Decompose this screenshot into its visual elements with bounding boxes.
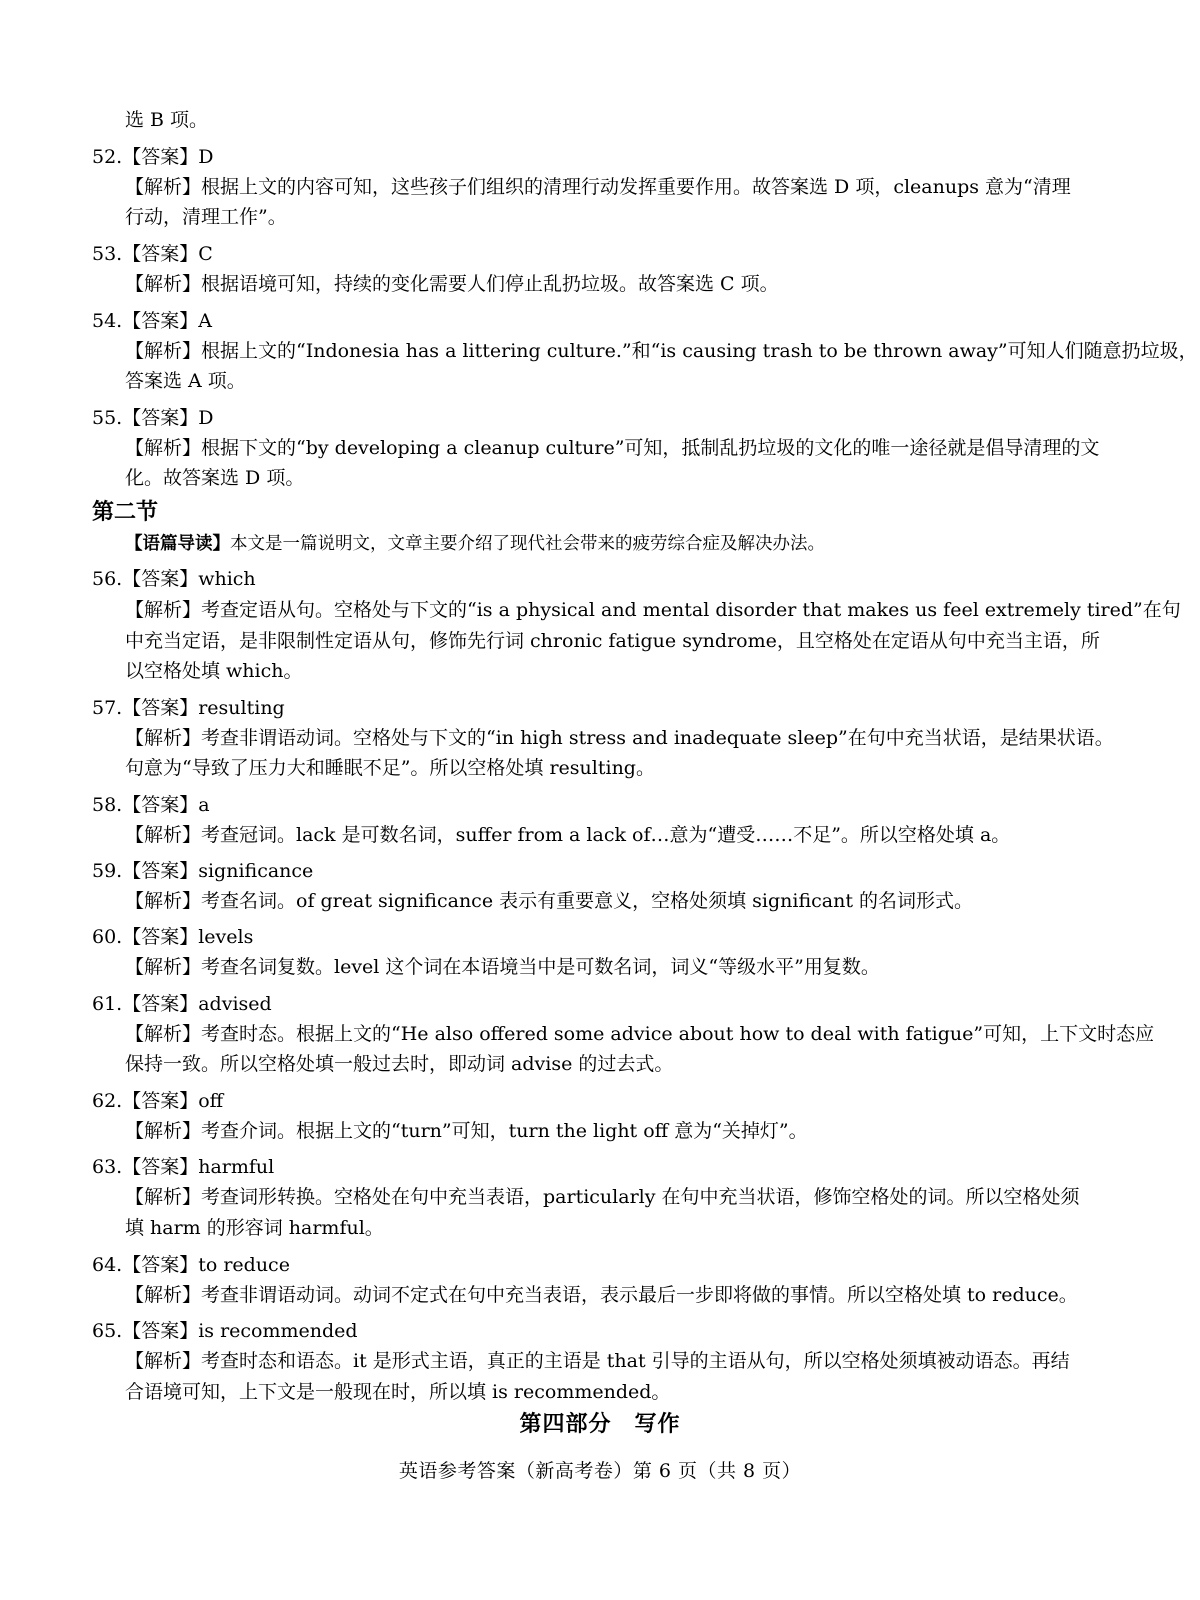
explanation-64: 【解析】考查非谓语动词。动词不定式在句中充当表语，表示最后一步即将做的事情。所以空格处填 to reduce。 xyxy=(125,1284,1078,1306)
answer-63: 63.【答案】harmful xyxy=(92,1156,275,1178)
passage-guide xyxy=(125,532,825,556)
section-heading: 第二节 xyxy=(92,499,159,525)
answer-54: 54.【答案】A xyxy=(92,310,212,332)
answer-58: 58.【答案】a xyxy=(92,794,210,816)
explanation-62: 【解析】考查介词。根据上文的“turn”可知，turn the light off 意为“关掉灯”。 xyxy=(125,1120,808,1142)
answer-62: 62.【答案】off xyxy=(92,1090,224,1112)
answer-57: 57.【答案】resulting xyxy=(92,697,285,719)
explanation-56-line3: 以空格处填 which。 xyxy=(125,660,303,682)
explanation-52-line2: 行动，清理工作”。 xyxy=(125,206,287,228)
answer-64: 64.【答案】to reduce xyxy=(92,1254,290,1276)
answer-61: 61.【答案】advised xyxy=(92,993,272,1015)
explanation-55-line2: 化。故答案选 D 项。 xyxy=(125,467,305,489)
explanation-57-line2: 句意为“导致了压力大和睡眠不足”。所以空格处填 resulting。 xyxy=(125,757,655,779)
explanation-59: 【解析】考查名词。of great significance 表示有重要意义，空格处须填 significant 的名词形式。 xyxy=(125,890,974,912)
explanation-57-line1: 【解析】考查非谓语动词。空格处与下文的“in high stress and inadequate sleep”在句中充当状语，是结果状语。 xyxy=(125,727,1114,749)
explanation-61-line2: 保持一致。所以空格处填一般过去时，即动词 advise 的过去式。 xyxy=(125,1053,674,1075)
answer-53: 53.【答案】C xyxy=(92,243,213,265)
answer-59: 59.【答案】significance xyxy=(92,860,314,882)
explanation-55-line1: 【解析】根据下文的“by developing a cleanup culture”可知，抵制乱扔垃圾的文化的唯一途径就是倡导清理的文 xyxy=(125,437,1100,459)
explanation-58: 【解析】考查冠词。lack 是可数名词，suffer from a lack of…意为“遭受……不足”。所以空格处填 a。 xyxy=(125,824,1011,846)
explanation-65-line2: 合语境可知，上下文是一般现在时，所以填 is recommended。 xyxy=(125,1381,671,1403)
explanation-60: 【解析】考查名词复数。level 这个词在本语境当中是可数名词，词义“等级水平”用复数。 xyxy=(125,956,880,978)
answer-55: 55.【答案】D xyxy=(92,407,214,429)
explanation-52-line1: 【解析】根据上文的内容可知，这些孩子们组织的清理行动发挥重要作用。故答案选 D 项，cleanups 意为“清理 xyxy=(125,176,1071,198)
explanation-text: 选 B 项。 xyxy=(125,109,209,131)
explanation-63-line1: 【解析】考查词形转换。空格处在句中充当表语，particularly 在句中充当状语，修饰空格处的词。所以空格处须 xyxy=(125,1186,1080,1208)
answer-60: 60.【答案】levels xyxy=(92,926,254,948)
passage-guide-tag: 【语篇导读】 xyxy=(125,534,230,554)
answer-65: 65.【答案】is recommended xyxy=(92,1320,358,1342)
explanation-56-line1: 【解析】考查定语从句。空格处与下文的“is a physical and mental disorder that makes us feel extremely tired”在句 xyxy=(125,599,1181,621)
explanation-63-line2: 填 harm 的形容词 harmful。 xyxy=(125,1217,384,1239)
part-four-title: 第四部分 写作 xyxy=(519,1411,681,1437)
passage-guide-text: 本文是一篇说明文，文章主要介绍了现代社会带来的疲劳综合症及解决办法。 xyxy=(230,534,825,554)
explanation-61-line1: 【解析】考查时态。根据上文的“He also offered some advice about how to deal with fatigue”可知，上下文时态应 xyxy=(125,1023,1155,1045)
explanation-53: 【解析】根据语境可知，持续的变化需要人们停止乱扔垃圾。故答案选 C 项。 xyxy=(125,273,779,295)
answer-56: 56.【答案】which xyxy=(92,568,256,590)
answer-52: 52.【答案】D xyxy=(92,146,214,168)
explanation-54-line1: 【解析】根据上文的“Indonesia has a littering culture.”和“is causing trash to be thrown away”可知人们随意扔垃圾， xyxy=(125,340,1198,362)
explanation-65-line1: 【解析】考查时态和语态。it 是形式主语，真正的主语是 that 引导的主语从句，所以空格处须填被动语态。再结 xyxy=(125,1350,1070,1372)
page-footer: 英语参考答案（新高考卷）第 6 页（共 8 页） xyxy=(398,1460,802,1482)
explanation-56-line2: 中充当定语，是非限制性定语从句，修饰先行词 chronic fatigue syndrome，且空格处在定语从句中充当主语，所 xyxy=(125,630,1100,652)
explanation-54-line2: 答案选 A 项。 xyxy=(125,370,246,392)
